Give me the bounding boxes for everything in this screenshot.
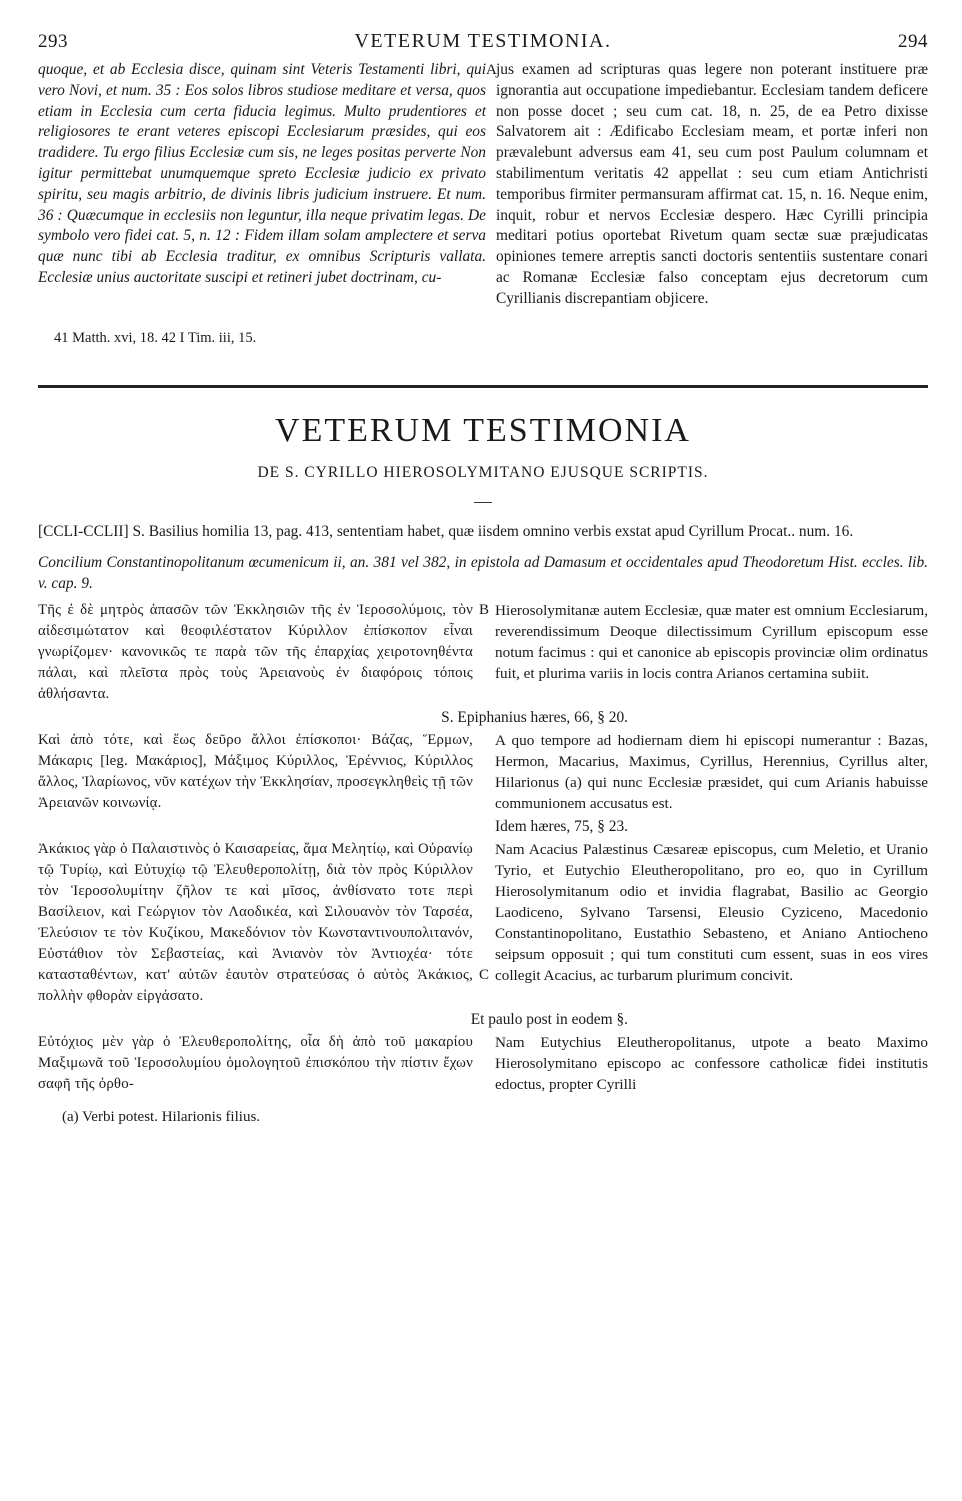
greek-text-3: Ἀκάκιος γὰρ ὁ Παλαιστινὸς ὁ Καισαρείας, ἅμα Μελητίῳ, καὶ Οὐρανίῳ τῷ Τυρίῳ, καὶ Εὐτυχίῳ τῷ Ἐλευθεροπολίτῃ, διὰ τὸν πρὸς Κύριλλον τὸν Ἱεροσολυμίτην ζῆλον τε καὶ μῖσος, ἀνθίσνατο τοτε περὶ Βασίλειον, καὶ Γεώργιον τὸν Λαοδικέα, καὶ Σιλουανὸν τὸν Ταρσέα, Ἐλεύσιον τε τὸν Κυζίκου, Μακεδόνιον τὸν Κωνσταντινουπολιτανόν, Εὐστάθιον τὸν Σεβαστείας, καὶ Ἀνιανὸν τὸν Ἀντιοχέα· τότε κατασταθέντων, κατ' αὐτῶν ἑαυτὸν στρατεύσας ὁ αὐτὸς Ἀκάκιος, πολλὴν φθορὰν εἰργάσατο. [38,840,473,1004]
parallel-block-4 [38,1032,928,1095]
entry-basilius: [CCLI-CCLII] S. Basilius homilia 13, pag. 413, sententiam habet, quæ iisdem omnino verbis exstat apud Cyrillum Procat.. num. 16. [38,522,854,540]
top-right-column: jus examen ad scripturas quas legere non poterant instituere præ ignorantia aut occupatione impediebantur. Ecclesiam tandem deficere non posse docet ; seu cum cat. 18, n. 25, de ea Petro dixisse Salvatorem ait : Ædificabo Ecclesiam meam, et portæ inferi non prævalebunt adversus eam 41, seu cum post Paulum columnam et stabilimentum veritatis 42 appellat : seu cum etiam Antichristi temporibus firmiter permansuram affirmat cat. 15, n. 16. Neque enim, inquit, robur et nervos Ecclesiæ despero. Hæc Cyrilli principia meditari potius oportebat Rivetum quam sectæ suæ præjudicatas opiniones temere arreptis sancti doctoris sententiis sustentare conari ac Romanæ Ecclesiæ falso conceptam ejus decretorum cum Cyrillianis discrepantiam objicere. [496,61,928,307]
section-rule [38,385,928,388]
parallel-block-1 [38,600,928,705]
short-dash [474,502,492,503]
latin-text-1: Hierosolymitanæ autem Ecclesiæ, quæ mater est omnium Ecclesiarum, reverendissimum Deoque dilectissimum Cyrillum episcopum esse notum facimus : qui et canonice ab episcopis provinciæ olim ordinatus fuit, et plurima variis in locis contra Arianos certamina subiit. [495,601,928,682]
running-header [38,30,928,60]
footnotes-top: 41 Matth. xvi, 18. 42 I Tim. iii, 15. [54,329,257,346]
greek-text-4: Εὐτόχιος μὲν γὰρ ὁ Ἐλευθεροπολίτης, οἷα δὴ ἀπὸ τοῦ μακαρίου Μαξιμωνᾶ τοῦ Ἱεροσολυμίου ὁμολογητοῦ ἐπισκόπου τὴν πίστιν ἔχων σαφῆ τῆς ὀρθο- [38,1033,473,1092]
greek-text-1: Τῆς ἐ δὲ μητρὸς ἁπασῶν τῶν Ἐκκλησιῶν τῆς ἐν Ἱεροσολύμοις, τὸν αἰδεσιμώτατον καὶ θεοφιλέστατον Κύριλλον ἐπίσκοπον εἶναι γνωρίζομεν· κανονικῶς τε παρὰ τῶν τῆς ἐπαρχίας χειροτονηθέντα πάλαι, καὶ πλεῖστα πρὸς τοὺς Ἀρειανοὺς ἐν διαφόροις τόποις ἀθλήσαντα. [38,601,473,702]
entry-concilium: Concilium Constantinopolitanum œcumenicum ii, an. 381 vel 382, in epistola ad Damasum et occidentales apud Theodoretum Hist. eccles. lib. v. cap. 9. [38,553,928,592]
greek-text-2: Καὶ ἀπὸ τότε, καὶ ἕως δεῦρο ἄλλοι ἐπίσκοποι· Βάζας, Ἕρμων, Μάκαρις [leg. Μακάριος], Μάξιμος Κύριλλος, Ἐρέννιος, Κύριλλος ἄλλος, Ἱλαρίωνος, νῦν κατέχων τὴν Ἐκκλησίαν, προσεγκληθεὶς τῇ τῶν Ἀρειανῶν κοινωνίᾳ. [38,731,473,811]
page-number-left: 293 [38,31,68,52]
source-epiphanius: S. Epiphanius hæres, 66, § 20. [441,708,628,726]
margin-letter-b: B [478,601,489,618]
footnote-a: (a) Verbi potest. Hilarionis filius. [62,1108,261,1125]
source-idem: Idem hæres, 75, § 23. [495,817,628,835]
parallel-block-2 [38,730,928,814]
latin-text-3: Nam Acacius Palæstinus Cæsareæ episcopus, cum Meletio, et Uranio Tyrio, et Eutychio Eleutheropolitano, pro eo, quo in Cyrillum Hierosolymitanum odio et invidia flagrabat, Basilio ac Georgio Laodiceno, Sylvano Tarsensi, Eleusio Cyziceno, Macedonio Constantinopolitano, Eustathio Sebasteno, et Aniano Antiocheno seipsum opposuit ; qui tum constituti cum essent, suas in eos vires collegit Acacius, ac turbarum plurimum concivit. [495,840,928,984]
section-subtitle: DE S. CYRILLO HIEROSOLYMITANO EJUSQUE SCRIPTIS. [257,463,709,481]
running-title: VETERUM TESTIMONIA. [354,30,612,52]
latin-text-2: A quo tempore ad hodiernam diem hi episcopi numerantur : Bazas, Hermon, Macarius, Maximus, Cyrillus, Herennius, Cyrillus alter, Hilarionus (a) qui nunc Ecclesiæ præsidet, qui cum Arianis habuisse communionem accusatus est. [495,731,928,812]
parallel-block-3 [38,839,928,1007]
top-columns [38,60,928,310]
source-paulo-post: Et paulo post in eodem §. [470,1010,628,1028]
latin-text-4: Nam Eutychius Eleutheropolitanus, utpote a beato Maximo Hierosolymitano episcopo ac confessore catholicæ fidei institutis edoctus, propter Cyrilli [495,1033,928,1093]
margin-letter-a: A [486,62,497,78]
page-number-right: 294 [897,31,928,52]
document-page [38,30,928,1126]
top-left-column: quoque, et ab Ecclesia disce, quinam sint Veteris Testamenti libri, qui vero Novi, et num. 35 : Eos solos libros studiose meditare et versa, quos etiam in Ecclesia cum certa fiducia legimus. Multo prudentiores et religiosores te erant veteres episcopi Ecclesiarum præsides, qui eos tradidere. Tu ergo filius Ecclesiæ cum sis, ne leges positas perverte Non igitur permittebat unumquemque spreto Ecclesiæ judicio ex privato spiritu, seu magis arbitrio, de divinis libris judicium instruere. Et num. 36 : Quæcumque in ecclesiis non leguntur, illa neque privatim legas. De symbolo vero fidei cat. 5, n. 12 : Fidem illam solam amplectere et serva quæ nunc tibi ab Ecclesia traditur, ex omnibus Scripturis vallata. Ecclesiæ unius auctoritate suscipi et retineri jubet doctrinam, cu- [38,61,486,286]
section-title: VETERUM TESTIMONIA [275,411,691,449]
margin-letter-c: C [478,966,489,983]
